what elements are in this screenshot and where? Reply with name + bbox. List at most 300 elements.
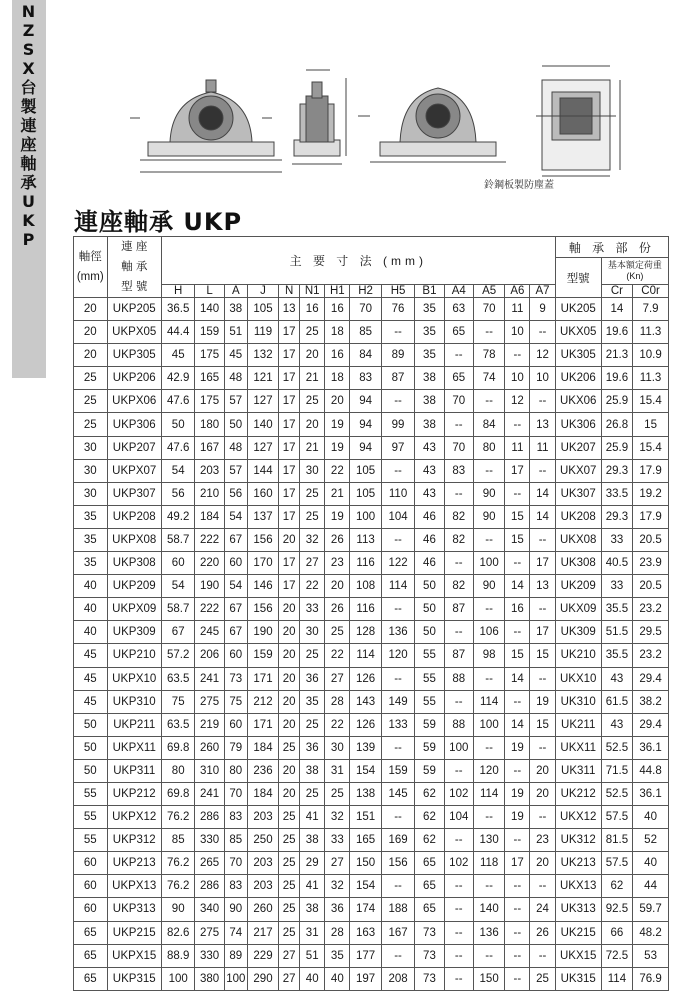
table-cell: 190 [247,621,278,644]
table-cell: 15.4 [633,390,669,413]
header-unit-line1: 連 座 [121,241,148,253]
col-header: B1 [415,285,444,298]
table-cell: 20 [279,598,300,621]
table-cell: 45 [74,644,108,667]
table-cell: 50 [415,598,444,621]
col-header-cr: Cr [601,285,632,298]
table-cell: 149 [381,690,415,713]
table-cell: 65 [444,367,473,390]
table-cell: 40.5 [601,552,632,575]
table-cell: 139 [350,736,381,759]
table-cell: 20 [74,321,108,344]
table-cell: 20 [279,528,300,551]
table-cell: 330 [195,829,224,852]
table-cell: 29.4 [633,667,669,690]
table-cell: -- [505,944,530,967]
table-cell: 72.5 [601,944,632,967]
table-cell: -- [381,598,415,621]
table-cell: UKX15 [555,944,601,967]
table-cell: 50 [415,575,444,598]
table-cell: 110 [381,482,415,505]
table-cell: -- [444,944,473,967]
table-cell: 48.2 [633,921,669,944]
table-cell: 16 [325,298,350,321]
table-cell: 35 [415,321,444,344]
table-cell: 25 [279,829,300,852]
table-cell: 50 [415,621,444,644]
table-cell: 45 [74,690,108,713]
header-load-line2: (Kn) [626,271,644,281]
table-cell: 127 [247,390,278,413]
table-cell: 203 [195,459,224,482]
table-cell: 19 [530,690,555,713]
table-cell: 27 [279,967,300,990]
table-cell: UKPX07 [107,459,161,482]
table-cell: 76.9 [633,967,669,990]
table-cell: 26 [325,598,350,621]
table-cell: 30 [74,436,108,459]
table-cell: 56 [161,482,195,505]
table-cell: 340 [195,898,224,921]
table-cell: 14 [601,298,632,321]
table-cell: 90 [224,898,247,921]
table-cell: 154 [350,759,381,782]
col-header: A4 [444,285,473,298]
table-cell: 20 [279,759,300,782]
table-cell: 25 [300,644,325,667]
table-cell: 76.2 [161,806,195,829]
col-header: A6 [505,285,530,298]
table-cell: 20 [325,575,350,598]
table-cell: 63 [444,298,473,321]
table-cell: 102 [444,852,473,875]
table-row [74,321,669,344]
table-row [74,436,669,459]
table-cell: -- [505,621,530,644]
table-cell: 62 [415,806,444,829]
table-cell: -- [444,552,473,575]
table-cell: -- [473,390,504,413]
table-cell: 15 [505,528,530,551]
table-cell: 65 [415,852,444,875]
table-cell: 36 [325,898,350,921]
table-cell: 87 [444,644,473,667]
header-bearing-part: 軸 承 部 份 [555,237,668,258]
table-cell: 136 [381,621,415,644]
table-cell: 236 [247,759,278,782]
table-cell: UKP313 [107,898,161,921]
table-cell: -- [530,736,555,759]
table-cell: 30 [74,482,108,505]
table-cell: 57.5 [601,806,632,829]
table-cell: 40 [74,621,108,644]
table-cell: 33 [300,598,325,621]
table-cell: 290 [247,967,278,990]
table-cell: 105 [350,459,381,482]
table-cell: 17 [279,505,300,528]
table-cell: 167 [195,436,224,459]
table-cell: 50 [161,413,195,436]
table-cell: 104 [444,806,473,829]
table-cell: 30 [300,459,325,482]
col-header: H1 [325,285,350,298]
side-label-char: 承 [20,173,38,192]
table-cell: -- [473,944,504,967]
table-cell: 41 [300,875,325,898]
table-cell: 114 [473,690,504,713]
table-cell: 14 [505,667,530,690]
table-cell: 47.6 [161,436,195,459]
table-cell: 51 [224,321,247,344]
table-cell: 163 [350,921,381,944]
table-cell: -- [530,806,555,829]
table-cell: 159 [195,321,224,344]
table-cell: 55 [415,667,444,690]
table-cell: UKX09 [555,598,601,621]
table-cell: 17 [279,552,300,575]
table-cell: -- [530,875,555,898]
table-cell: -- [473,459,504,482]
table-cell: 17 [279,344,300,367]
table-cell: 128 [350,621,381,644]
table-cell: 177 [350,944,381,967]
table-cell: 30 [300,621,325,644]
table-cell: 80 [473,436,504,459]
page-title: 連座軸承 UKP [74,208,243,236]
table-cell: 35 [325,944,350,967]
drawing-front-view-1 [130,80,282,172]
table-cell: 19.2 [633,482,669,505]
table-cell: 65 [415,898,444,921]
table-cell: 74 [224,921,247,944]
table-row [74,829,669,852]
table-cell: 17 [530,552,555,575]
table-cell: 55 [74,782,108,805]
table-cell: 171 [247,667,278,690]
table-cell: 89 [224,944,247,967]
table-cell: 17 [279,321,300,344]
table-cell: 19 [325,413,350,436]
table-cell: -- [444,967,473,990]
table-cell: -- [505,759,530,782]
table-cell: 10 [530,367,555,390]
table-cell: 154 [350,875,381,898]
table-row [74,505,669,528]
table-cell: 25 [279,852,300,875]
table-cell: 100 [444,736,473,759]
header-unit-line2: 軸 承 [121,261,148,273]
table-cell: 150 [473,967,504,990]
col-header: H2 [350,285,381,298]
table-cell: 38 [300,898,325,921]
table-cell: 73 [415,944,444,967]
table-row [74,806,669,829]
table-cell: 42.9 [161,367,195,390]
table-cell: 65 [74,944,108,967]
table-cell: UKP308 [107,552,161,575]
table-cell: 20 [279,667,300,690]
table-cell: 90 [161,898,195,921]
table-cell: 184 [247,736,278,759]
table-cell: 146 [247,575,278,598]
table-cell: 23.9 [633,552,669,575]
table-cell: 36 [300,667,325,690]
table-cell: 43 [415,459,444,482]
table-cell: -- [444,482,473,505]
table-cell: 222 [195,598,224,621]
table-cell: 133 [381,713,415,736]
table-cell: 26.8 [601,413,632,436]
table-cell: 40 [300,967,325,990]
table-cell: -- [381,459,415,482]
table-cell: 36.1 [633,736,669,759]
table-cell: 17 [279,459,300,482]
table-cell: UK212 [555,782,601,805]
table-cell: 106 [473,621,504,644]
table-cell: UKX10 [555,667,601,690]
table-cell: -- [505,413,530,436]
table-cell: 67 [161,621,195,644]
table-cell: 65 [444,321,473,344]
table-cell: 17 [279,390,300,413]
table-cell: 35.5 [601,598,632,621]
table-row [74,552,669,575]
table-cell: 70 [473,298,504,321]
table-cell: 174 [350,898,381,921]
table-cell: UK312 [555,829,601,852]
table-cell: 156 [247,598,278,621]
table-cell: 10 [505,367,530,390]
table-cell: -- [444,690,473,713]
table-cell: 22 [300,575,325,598]
table-cell: -- [444,921,473,944]
table-cell: 35 [74,528,108,551]
table-cell: 46 [415,552,444,575]
table-row [74,575,669,598]
table-cell: 20 [279,690,300,713]
table-cell: -- [381,875,415,898]
table-cell: 46 [415,505,444,528]
table-cell: 121 [247,367,278,390]
table-cell: 49.2 [161,505,195,528]
table-cell: 40 [325,967,350,990]
table-cell: 94 [350,436,381,459]
table-cell: 58.7 [161,598,195,621]
table-cell: 65 [415,875,444,898]
table-cell: -- [473,736,504,759]
table-cell: 59 [415,713,444,736]
table-cell: 20 [325,390,350,413]
table-cell: 43 [415,436,444,459]
table-cell: 52 [633,829,669,852]
table-row [74,390,669,413]
table-cell: 57 [224,459,247,482]
table-cell: 75 [161,690,195,713]
table-cell: 17 [279,482,300,505]
table-cell: 140 [195,298,224,321]
table-cell: 7.9 [633,298,669,321]
table-cell: 144 [247,459,278,482]
table-cell: -- [444,829,473,852]
table-cell: -- [505,967,530,990]
table-cell: 55 [415,644,444,667]
table-cell: 30 [74,459,108,482]
table-cell: UKP315 [107,967,161,990]
table-cell: UKP310 [107,690,161,713]
table-cell: 92.5 [601,898,632,921]
table-cell: 13 [530,413,555,436]
table-cell: 137 [247,505,278,528]
table-cell: 36.5 [161,298,195,321]
table-cell: 60 [224,552,247,575]
table-cell: 88 [444,667,473,690]
table-cell: 45 [161,344,195,367]
table-cell: 25 [74,390,108,413]
table-cell: 23 [325,552,350,575]
table-row [74,898,669,921]
table-cell: UK205 [555,298,601,321]
table-cell: 70 [350,298,381,321]
table-cell: -- [530,459,555,482]
table-cell: 61.5 [601,690,632,713]
table-cell: 50 [74,713,108,736]
table-cell: 35.5 [601,644,632,667]
table-cell: 40 [633,806,669,829]
side-label-char: P [22,230,36,249]
table-cell: -- [505,690,530,713]
table-cell: 171 [247,713,278,736]
table-cell: 44.8 [633,759,669,782]
table-cell: 140 [247,413,278,436]
table-cell: 21 [300,436,325,459]
table-cell: 188 [381,898,415,921]
table-cell: 22 [325,459,350,482]
table-cell: 32 [325,875,350,898]
table-cell: -- [444,621,473,644]
side-label-char: K [22,211,36,230]
header-dimensions: 主 要 寸 法 (mm) [161,237,555,285]
table-cell: 16 [325,344,350,367]
table-cell: 25 [300,390,325,413]
table-cell: 74 [473,367,504,390]
table-cell: 69.8 [161,782,195,805]
table-cell: 126 [350,713,381,736]
table-cell: UKPX09 [107,598,161,621]
table-cell: 36.1 [633,782,669,805]
table-cell: 180 [195,413,224,436]
table-cell: UK215 [555,921,601,944]
table-cell: UKP212 [107,782,161,805]
table-cell: 22 [325,713,350,736]
table-cell: 208 [381,967,415,990]
table-cell: 76.2 [161,852,195,875]
table-cell: 19 [325,505,350,528]
table-cell: 380 [195,967,224,990]
table-cell: 17 [279,413,300,436]
table-cell: UKPX10 [107,667,161,690]
table-cell: UKP306 [107,413,161,436]
table-cell: 19 [505,806,530,829]
table-cell: 27 [300,552,325,575]
table-cell: 114 [473,782,504,805]
table-cell: 76 [381,298,415,321]
table-cell: UKPX13 [107,875,161,898]
table-row [74,875,669,898]
table-cell: 98 [473,644,504,667]
table-cell: 94 [350,390,381,413]
table-cell: 13 [279,298,300,321]
table-cell: 11.3 [633,367,669,390]
table-cell: 33 [601,528,632,551]
table-cell: -- [381,806,415,829]
table-cell: 23.2 [633,644,669,667]
table-cell: 25 [300,782,325,805]
table-cell: -- [444,759,473,782]
table-cell: 25.9 [601,390,632,413]
table-cell: UKP215 [107,921,161,944]
table-cell: 156 [247,528,278,551]
table-cell: -- [381,321,415,344]
table-row [74,967,669,990]
table-cell: 130 [473,829,504,852]
table-cell: 14 [505,575,530,598]
table-cell: 63.5 [161,667,195,690]
table-cell: 62 [601,875,632,898]
table-cell: 25 [530,967,555,990]
table-cell: 43 [601,713,632,736]
table-cell: 90 [473,482,504,505]
table-cell: 27 [279,944,300,967]
table-cell: 120 [381,644,415,667]
table-cell: 15 [633,413,669,436]
table-cell: 20 [279,782,300,805]
table-cell: 260 [195,736,224,759]
table-cell: -- [381,390,415,413]
table-cell: 25 [74,367,108,390]
table-cell: 38.2 [633,690,669,713]
table-cell: 143 [350,690,381,713]
table-cell: 250 [247,829,278,852]
table-cell: 38 [300,759,325,782]
table-row [74,598,669,621]
table-row [74,782,669,805]
table-cell: 22 [325,644,350,667]
side-label-char: N [21,2,37,21]
table-cell: 38 [415,367,444,390]
table-cell: 33.5 [601,482,632,505]
table-cell: 83 [444,459,473,482]
table-cell: 87 [381,367,415,390]
table-cell: 76.2 [161,875,195,898]
table-cell: 165 [350,829,381,852]
table-cell: 203 [247,806,278,829]
table-row [74,736,669,759]
table-cell: 160 [247,482,278,505]
table-cell: 40 [74,598,108,621]
table-cell: 54 [161,459,195,482]
drawing-side-view-1 [292,70,346,164]
cover-caption: 鈴鋼板製防塵蓋 [484,180,554,191]
table-cell: 217 [247,921,278,944]
table-cell: UKP205 [107,298,161,321]
table-cell: 58.7 [161,528,195,551]
table-cell: UKP305 [107,344,161,367]
table-cell: 89 [381,344,415,367]
table-cell: 29.3 [601,505,632,528]
table-cell: 19 [505,736,530,759]
table-cell: 12 [530,344,555,367]
header-bore [74,237,108,298]
